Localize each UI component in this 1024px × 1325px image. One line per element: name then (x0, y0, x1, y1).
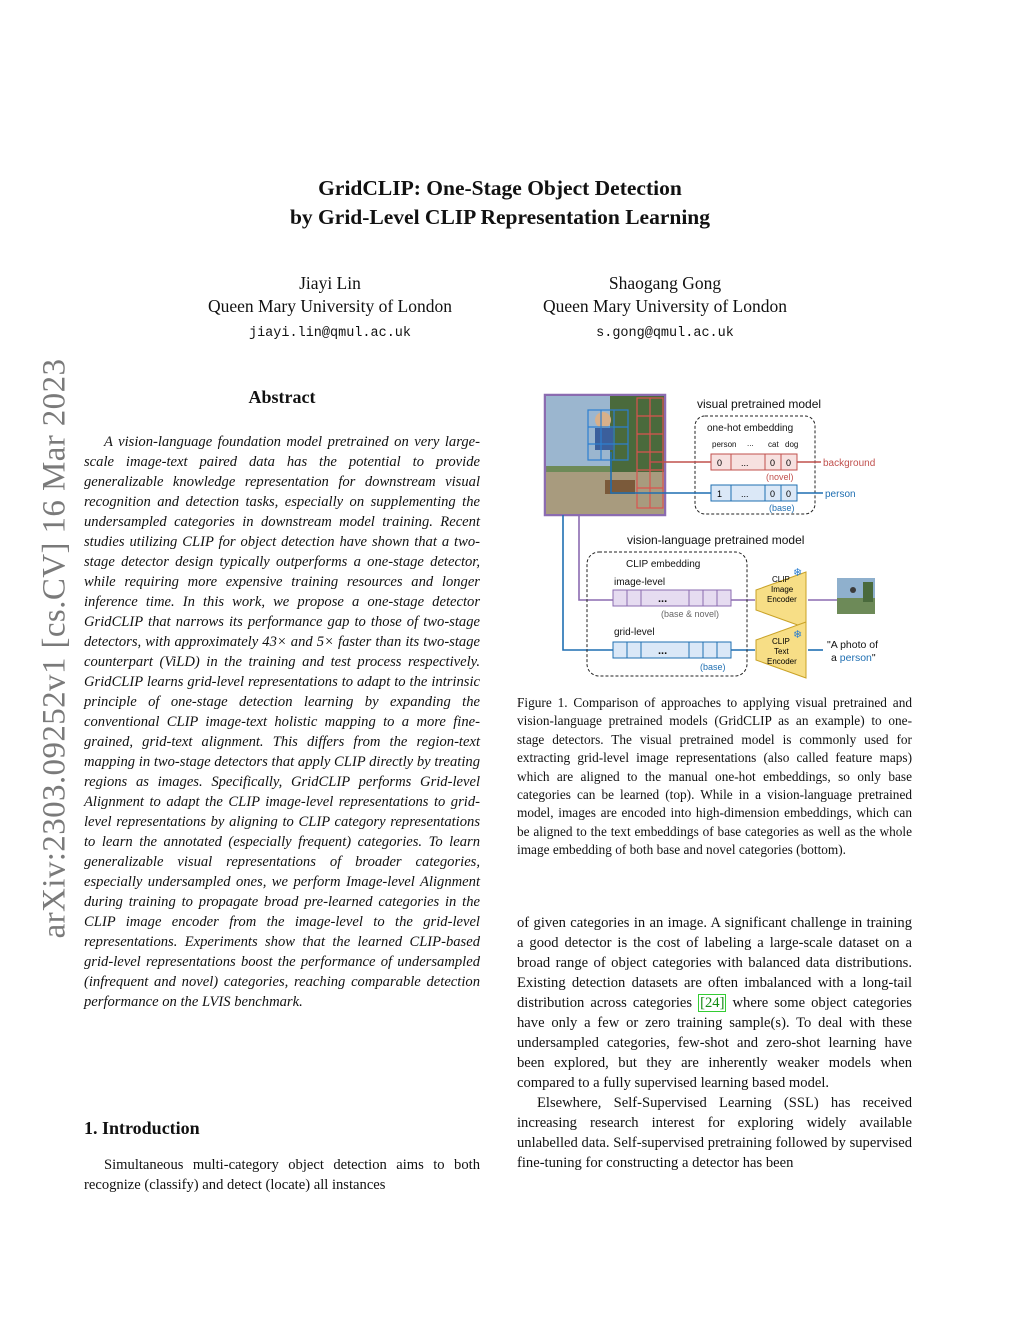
row1-tag: (novel) (766, 472, 794, 482)
row2-cell: 1 (717, 489, 723, 499)
image-level-embedding (613, 590, 731, 606)
author-name: Shaogang Gong (608, 273, 722, 293)
row2-cell: 0 (786, 489, 792, 499)
intro-paragraph-1: Simultaneous multi-category object detection aims to both recognize (classify) and detect (locate) all instances (84, 1157, 480, 1193)
row2-label: person (825, 489, 856, 500)
author-affiliation: Queen Mary University of London (208, 296, 452, 316)
col-dog: dog (785, 440, 799, 449)
intro-text: of given categories in an image. A significant challenge in training a good detector is the cost of labeling a large-scale dataset on a broad range of object categories with balanced data distributions. Existing detection datasets are often imbalanced with a long-tail distribution across categories (517, 915, 912, 1011)
frozen-icon: ❄ (793, 629, 803, 641)
onehot-row-person (711, 485, 797, 501)
intro-heading: 1. Introduction (84, 1118, 200, 1138)
intro-left-column (84, 1155, 480, 1195)
author-email: jiayi.lin@qmul.ac.uk (248, 326, 412, 341)
intro-paragraph-2: Elsewhere, Self-Supervised Learning (SSL) has received increasing research interest for exploring widely available unlabelled data. Self-supervised pretraining followed by supervised fine-tuning for constructing a detector has been (517, 1095, 912, 1171)
visual-model-label: visual pretrained model (697, 397, 822, 411)
frozen-icon: ❄ (793, 567, 803, 579)
onehot-label: one-hot embedding (707, 423, 794, 434)
image-level-dots: ... (658, 593, 668, 605)
row1-cell: 0 (770, 458, 776, 468)
encoder-text: CLIP (772, 575, 790, 584)
row2-cell: 0 (770, 489, 776, 499)
encoder-text: Text (774, 647, 789, 656)
author-affiliation: Queen Mary University of London (543, 296, 787, 316)
row2-cell: ... (741, 489, 749, 499)
row1-cell: 0 (786, 458, 792, 468)
author-email: s.gong@qmul.ac.uk (596, 326, 734, 341)
col-dots: ... (747, 439, 754, 448)
onehot-row-background (711, 454, 797, 470)
title-line-1: GridCLIP: One-Stage Object Detection (318, 176, 682, 200)
small-input-image (837, 578, 875, 614)
grid-level-label: grid-level (614, 627, 655, 638)
author-2 (515, 272, 815, 345)
author-1 (180, 272, 480, 345)
row1-cell: ... (741, 458, 749, 468)
intro-right-column (517, 913, 912, 1173)
grid-level-tag: (base) (700, 662, 726, 672)
image-level-tag: (base & novel) (661, 609, 720, 619)
grid-level-embedding (613, 642, 731, 658)
encoder-text: Encoder (767, 595, 797, 604)
grid-level-dots: ... (658, 645, 668, 657)
encoder-text: CLIP (772, 637, 790, 646)
encoder-text: Image (771, 585, 794, 594)
figure-1-diagram (515, 392, 915, 682)
image-level-label: image-level (614, 577, 666, 588)
arrow-grid-level (563, 515, 613, 650)
clip-image-encoder (756, 567, 806, 628)
prompt-line-1: "A photo of (827, 639, 879, 651)
vl-model-label: vision-language pretrained model (627, 533, 805, 547)
author-name: Jiayi Lin (299, 273, 361, 293)
intro-paragraph-1-cont (517, 913, 912, 1093)
col-cat: cat (768, 440, 779, 449)
intro-text: where some object categories have only a few or zero training sample(s). To deal with these undersampled categories, few-shot and zero-shot learning have been explored, but they are inherently weaker models when compared to a fully supervised learning based model. (517, 995, 912, 1091)
abstract-body (84, 432, 480, 1012)
citation-link[interactable]: [24] (700, 995, 725, 1011)
input-image (545, 395, 665, 515)
abstract-text: A vision-language foundation model pretrained on very large-scale image-text paired data has the potential to provide generalizable knowledge representation for downstream visual recognition and detection tasks, especially on supplementing the undersampled categories in downstream model training. Recent studies utilizing CLIP for object detection have shown that a two-stage detector design typically outperforms a one-stage detector, while requiring more expensive training resources and longer inference time. In this work, we propose a one-stage detector GridCLIP that narrows its performance gap to those of two-stage detectors, with approximately 43× and 5× faster than its two-stage counterpart (ViLD) in the training and test process respectively. GridCLIP learns grid-level representations to adapt to the intrinsic principle of one-stage detection learning by expanding the conventional CLIP image-text holistic mapping to a more fine-grained, grid-text alignment. This differs from the region-text mapping in two-stage detectors that apply CLIP directly by treating regions as images. Specifically, GridCLIP performs Grid-level Alignment to adapt the CLIP image-level representations to grid-level representations by aligning to CLIP category representations to learn the annotated (especially frequent) categories. To learn generalizable visual representations of broader categories, especially undersampled ones, we perform Image-level Alignment during training to propagate broad pre-learned categories in the CLIP image encoder from the image-level to the grid-level representations. Experiments show that the learned CLIP-based grid-level representations boost the performance of undersampled (infrequent and novel) categories, reaching comparable detection performance on the LVIS benchmark. (84, 434, 480, 1010)
encoder-text: Encoder (767, 657, 797, 666)
paper-title (0, 174, 1000, 232)
clip-embedding-label: CLIP embedding (626, 559, 701, 570)
figure-1-caption: Figure 1. Comparison of approaches to applying visual pretrained and vision-language pretrained models (GridCLIP as an example) to one-stage detectors. The visual pretrained model is commonly used for extracting grid-level image representations (also called feature maps) which are aligned to the manual one-hot embeddings, so only base categories can be learned (top). While in a vision-language pretrained model, images are encoded into high-dimension embeddings, which can be aligned to the text embeddings of base categories as well as the whole image embedding of both base and novel categories (bottom). (517, 695, 912, 858)
row1-cell: 0 (717, 458, 723, 468)
arrow-image-level (579, 515, 613, 600)
clip-text-encoder (756, 622, 806, 678)
col-person: person (712, 440, 737, 449)
row1-label: background (823, 458, 876, 469)
abstract-heading: Abstract (248, 387, 316, 407)
prompt-line-2: a person" (831, 652, 876, 664)
row2-tag: (base) (769, 503, 795, 513)
title-line-2: by Grid-Level CLIP Representation Learning (289, 205, 711, 229)
arxiv-identifier: arXiv:2303.09252v1 [cs.CV] 16 Mar 2023 (36, 358, 73, 939)
